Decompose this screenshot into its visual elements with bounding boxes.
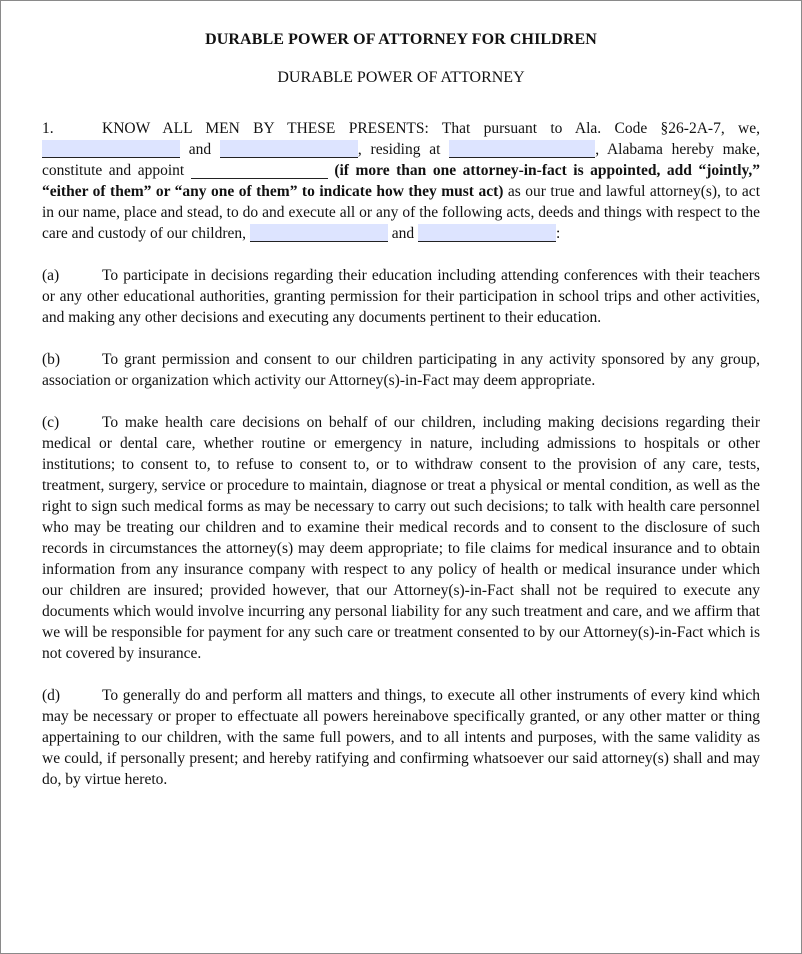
document-subtitle: DURABLE POWER OF ATTORNEY bbox=[277, 69, 525, 86]
paragraph-1-lead: KNOW ALL MEN BY THESE PRESENTS: That pursuant to Ala. Code §26-2A-7, we, bbox=[102, 120, 760, 137]
parent-1-name-field[interactable] bbox=[42, 140, 180, 158]
paragraph-1-number: 1. bbox=[42, 120, 54, 137]
paragraph-1-continuation: as our true and lawful attorney(s), to act in our name, place and stead, to do and execute all or any of the following acts, deeds and things with respect to the care and custody of our children, bbox=[42, 183, 760, 242]
residence-field[interactable] bbox=[449, 140, 595, 158]
paragraph-d-text: To generally do and perform all matters and things, to execute all other instruments of every kind which may be necessary or proper to effectuate all powers hereinabove specifically granted, or any other matter or thing appertaining to our children, with the same full powers, and to all intents and purposes, with the same validity as we could, if personally present; and hereby ratifying and confirming whatsoever our said attorney(s) shall and may do, by virtue hereto. bbox=[42, 687, 760, 788]
paragraph-c bbox=[42, 412, 760, 664]
paragraph-1-colon: : bbox=[556, 225, 561, 242]
paragraph-1-residing: , residing at bbox=[357, 141, 441, 158]
child-1-name-field[interactable] bbox=[250, 224, 388, 242]
paragraph-1-instruction: (if more than one attorney-in-fact is appointed, add “jointly,” “either of them” or “any one of them” to indicate how they must act) bbox=[42, 162, 761, 200]
paragraph-d-label: (d) bbox=[42, 687, 61, 704]
paragraph-d bbox=[42, 685, 760, 790]
child-2-name-field[interactable] bbox=[418, 224, 556, 242]
document-title: DURABLE POWER OF ATTORNEY FOR CHILDREN bbox=[205, 31, 597, 48]
paragraph-1 bbox=[42, 118, 760, 244]
paragraph-b-text: To grant permission and consent to our children participating in any activity sponsored by any group, association or organization which activity our Attorney(s)-in-Fact may deem appropriate. bbox=[42, 351, 760, 389]
document-body bbox=[42, 25, 760, 790]
paragraph-a-text: To participate in decisions regarding their education including attending conferences with their teachers or any other educational authorities, granting permission for their participation in school trips and other activities, and making any other decisions and executing any documents pertinent to their education. bbox=[42, 267, 760, 326]
attorney-in-fact-blank bbox=[191, 161, 328, 179]
paragraph-1-and-1: and bbox=[188, 141, 212, 158]
paragraph-1-and-2: and bbox=[391, 225, 415, 242]
paragraph-b-label: (b) bbox=[42, 351, 61, 368]
paragraph-a-label: (a) bbox=[42, 267, 60, 284]
paragraph-a bbox=[42, 265, 760, 328]
parent-2-name-field[interactable] bbox=[220, 140, 358, 158]
paragraph-c-label: (c) bbox=[42, 414, 60, 431]
paragraph-b bbox=[42, 349, 760, 391]
paragraph-c-text: To make health care decisions on behalf of our children, including making decisions regarding their medical or dental care, whether routine or emergency in nature, including admissions to hospitals or other institutions; to consent to, to refuse to consent to, or to withdraw consent to the provision of any care, tests, treatment, surgery, service or procedure to maintain, diagnose or treat a physical or mental condition, as well as the right to sign such medical forms as may be necessary to carry out such decisions; to talk with health care personnel who may be treating our children and to examine their medical records and to consent to the disclosure of such records in circumstances the attorney(s) may deem appropriate; to file claims for medical insurance and to obtain information from any insurance company with respect to any policy of health or medical insurance under which our children are insured; provided however, that our Attorney(s)-in-Fact shall not be required to execute any documents which would involve incurring any personal liability for any such treatment and care, and we affirm that we will be responsible for payment for any such care or treatment consented to by our Attorney(s)-in-Fact which is not covered by insurance. bbox=[42, 414, 760, 662]
paragraph-1-alabama: , Alabama hereby make, constitute and appoint bbox=[42, 141, 761, 179]
